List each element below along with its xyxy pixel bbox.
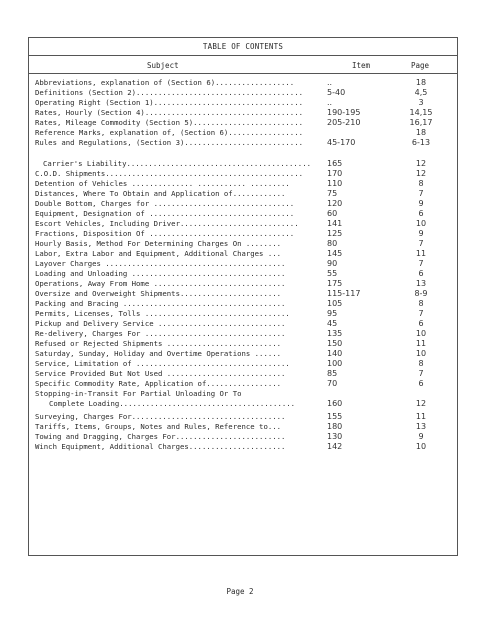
toc-page-number: 8 xyxy=(418,179,424,188)
column-header-item: Item xyxy=(352,61,371,70)
toc-item-number: 125 xyxy=(327,229,343,238)
toc-subject: Operating Right (Section 1).................................. xyxy=(35,98,303,107)
toc-page-number: 11 xyxy=(415,412,427,421)
toc-row xyxy=(29,219,457,229)
toc-subject: Tariffs, Items, Groups, Notes and Rules, Reference to... xyxy=(35,422,282,431)
toc-page-number: 6 xyxy=(418,209,424,218)
toc-row xyxy=(29,209,457,219)
toc-item-number: 95 xyxy=(327,309,338,318)
toc-item-number: 45 xyxy=(327,319,338,328)
toc-row xyxy=(29,159,457,169)
toc-item-number: 145 xyxy=(327,249,343,258)
toc-page-number: 14,15 xyxy=(409,108,433,117)
toc-item-number: 140 xyxy=(327,349,343,358)
toc-row xyxy=(29,289,457,299)
toc-row xyxy=(29,329,457,339)
toc-row xyxy=(29,399,457,409)
toc-subject: Towing and Dragging, Charges For......................... xyxy=(35,432,286,441)
toc-page-number: 7 xyxy=(418,259,424,268)
toc-row xyxy=(29,189,457,199)
column-header-subject: Subject xyxy=(147,61,179,70)
toc-item-number: .. xyxy=(327,98,333,107)
toc-item-number: 45-170 xyxy=(327,138,356,147)
toc-page-number: 10 xyxy=(415,329,427,338)
toc-item-number: 165 xyxy=(327,159,343,168)
toc-item-number: 190-195 xyxy=(327,108,361,117)
toc-subject: Definitions (Section 2)...................................... xyxy=(35,88,303,97)
header-rule-bottom xyxy=(29,73,457,74)
toc-row xyxy=(29,108,457,118)
toc-page-number: 6-13 xyxy=(411,138,431,147)
toc-page-number: 10 xyxy=(415,442,427,451)
toc-item-number: .. xyxy=(327,78,333,87)
toc-subject: Rules and Regulations, (Section 3)........................... xyxy=(35,138,303,147)
toc-subject: Carrier's Liability.......................................... xyxy=(43,159,311,168)
toc-page-number: 11 xyxy=(415,339,427,348)
toc-subject: Winch Equipment, Additional Charges...................... xyxy=(35,442,286,451)
toc-subject: Loading and Unloading ................................... xyxy=(35,269,286,278)
toc-page-number: 7 xyxy=(418,369,424,378)
toc-row xyxy=(29,249,457,259)
toc-page-number: 16,17 xyxy=(409,118,433,127)
toc-subject: Service Provided But Not Used ........................... xyxy=(35,369,286,378)
toc-page-number: 18 xyxy=(415,78,427,87)
toc-frame xyxy=(28,37,458,556)
toc-item-number: 130 xyxy=(327,432,343,441)
toc-page-number: 8 xyxy=(418,359,424,368)
toc-page-number: 8-9 xyxy=(414,289,428,298)
toc-page-number: 6 xyxy=(418,319,424,328)
toc-subject: Operations, Away From Home .............................. xyxy=(35,279,286,288)
toc-page-number: 7 xyxy=(418,309,424,318)
toc-row xyxy=(29,259,457,269)
toc-subject: Double Bottom, Charges for ................................ xyxy=(35,199,295,208)
toc-subject: Layover Charges ......................................... xyxy=(35,259,286,268)
toc-subject: Equipment, Designation of ................................. xyxy=(35,209,295,218)
toc-subject: Specific Commodity Rate, Application of................. xyxy=(35,379,282,388)
toc-row xyxy=(29,229,457,239)
toc-row xyxy=(29,78,457,88)
toc-subject: Oversize and Overweight Shipments....................... xyxy=(35,289,282,298)
toc-page-number: 3 xyxy=(418,98,424,107)
toc-item-number: 150 xyxy=(327,339,343,348)
toc-row xyxy=(29,299,457,309)
toc-page-number: 12 xyxy=(415,169,427,178)
toc-subject: Fractions, Disposition Of ................................. xyxy=(35,229,295,238)
toc-item-number: 155 xyxy=(327,412,343,421)
toc-item-number: 80 xyxy=(327,239,338,248)
toc-subject: Detention of Vehicles .............. ........... ......... xyxy=(35,179,290,188)
toc-item-number: 135 xyxy=(327,329,343,338)
toc-subject: Hourly Basis, Method For Determining Charges On ........ xyxy=(35,239,282,248)
toc-item-number: 175 xyxy=(327,279,343,288)
toc-title: TABLE OF CONTENTS xyxy=(202,42,284,51)
toc-item-number: 55 xyxy=(327,269,338,278)
toc-item-number: 170 xyxy=(327,169,343,178)
toc-subject: Re-delivery, Charges For ................................ xyxy=(35,329,286,338)
toc-subject: Saturday, Sunday, Holiday and Overtime Operations ...... xyxy=(35,349,282,358)
toc-item-number: 120 xyxy=(327,199,343,208)
toc-item-number: 105 xyxy=(327,299,343,308)
toc-row xyxy=(29,279,457,289)
toc-subject: Permits, Licenses, Tolls ................................. xyxy=(35,309,290,318)
toc-row xyxy=(29,138,457,148)
toc-page-number: 9 xyxy=(418,229,424,238)
toc-row xyxy=(29,309,457,319)
toc-subject: Labor, Extra Labor and Equipment, Additional Charges ... xyxy=(35,249,282,258)
toc-subject: Escort Vehicles, Including Driver........................... xyxy=(35,219,299,228)
toc-subject: C.O.D. Shipments............................................. xyxy=(35,169,303,178)
page-number: Page 2 xyxy=(226,587,254,596)
toc-row xyxy=(29,319,457,329)
toc-subject: Rates, Mileage Commodity (Section 5)......................... xyxy=(35,118,303,127)
toc-item-number: 110 xyxy=(327,179,343,188)
toc-row xyxy=(29,88,457,98)
toc-page-number: 10 xyxy=(415,349,427,358)
toc-page-number: 9 xyxy=(418,432,424,441)
toc-row xyxy=(29,389,457,399)
toc-row xyxy=(29,412,457,422)
toc-row xyxy=(29,349,457,359)
toc-item-number: 70 xyxy=(327,379,338,388)
toc-row xyxy=(29,369,457,379)
toc-page-number: 18 xyxy=(415,128,427,137)
toc-row xyxy=(29,339,457,349)
toc-page-number: 12 xyxy=(415,159,427,168)
header-rule-top xyxy=(29,55,457,56)
toc-page-number: 13 xyxy=(415,422,427,431)
toc-page-number: 10 xyxy=(415,219,427,228)
toc-item-number: 115-117 xyxy=(327,289,361,298)
toc-item-number: 180 xyxy=(327,422,343,431)
toc-page-number: 12 xyxy=(415,399,427,408)
toc-item-number: 142 xyxy=(327,442,343,451)
toc-item-number: 75 xyxy=(327,189,338,198)
toc-page-number: 8 xyxy=(418,299,424,308)
toc-row xyxy=(29,98,457,108)
toc-subject: Abbreviations, explanation of (Section 6).................. xyxy=(35,78,295,87)
toc-row xyxy=(29,359,457,369)
toc-row xyxy=(29,432,457,442)
toc-item-number: 160 xyxy=(327,399,343,408)
toc-row xyxy=(29,442,457,452)
toc-subject: Rates, Hourly (Section 4).................................... xyxy=(35,108,303,117)
toc-row xyxy=(29,128,457,138)
toc-page-number: 6 xyxy=(418,379,424,388)
toc-row xyxy=(29,118,457,128)
toc-row xyxy=(29,269,457,279)
toc-row xyxy=(29,179,457,189)
toc-row xyxy=(29,199,457,209)
toc-page-number: 9 xyxy=(418,199,424,208)
toc-subject: Reference Marks, explanation of, (Section 6)................. xyxy=(35,128,303,137)
toc-item-number: 100 xyxy=(327,359,343,368)
toc-page-number: 11 xyxy=(415,249,427,258)
toc-item-number: 90 xyxy=(327,259,338,268)
toc-page-number: 13 xyxy=(415,279,427,288)
toc-row xyxy=(29,422,457,432)
toc-row xyxy=(29,379,457,389)
toc-subject: Refused or Rejected Shipments .......................... xyxy=(35,339,282,348)
toc-item-number: 60 xyxy=(327,209,338,218)
toc-page-number: 7 xyxy=(418,189,424,198)
toc-row xyxy=(29,169,457,179)
toc-item-number: 85 xyxy=(327,369,338,378)
toc-subject: Pickup and Delivery Service ............................. xyxy=(35,319,286,328)
toc-row xyxy=(29,239,457,249)
toc-subject: Complete Loading........................................ xyxy=(49,399,296,408)
toc-subject: Stopping-in-Transit For Partial Unloading Or To xyxy=(35,389,242,398)
toc-page-number: 4,5 xyxy=(414,88,428,97)
column-header-page: Page xyxy=(411,61,430,70)
toc-item-number: 5-40 xyxy=(327,88,346,97)
toc-item-number: 205-210 xyxy=(327,118,361,127)
toc-page-number: 6 xyxy=(418,269,424,278)
toc-subject: Distances, Where To Obtain and Application of............ xyxy=(35,189,286,198)
toc-item-number: 141 xyxy=(327,219,343,228)
toc-subject: Service, Limitation of ................................... xyxy=(35,359,290,368)
toc-subject: Packing and Bracing ..................................... xyxy=(35,299,286,308)
toc-subject: Surveying, Charges For................................... xyxy=(35,412,286,421)
toc-page-number: 7 xyxy=(418,239,424,248)
